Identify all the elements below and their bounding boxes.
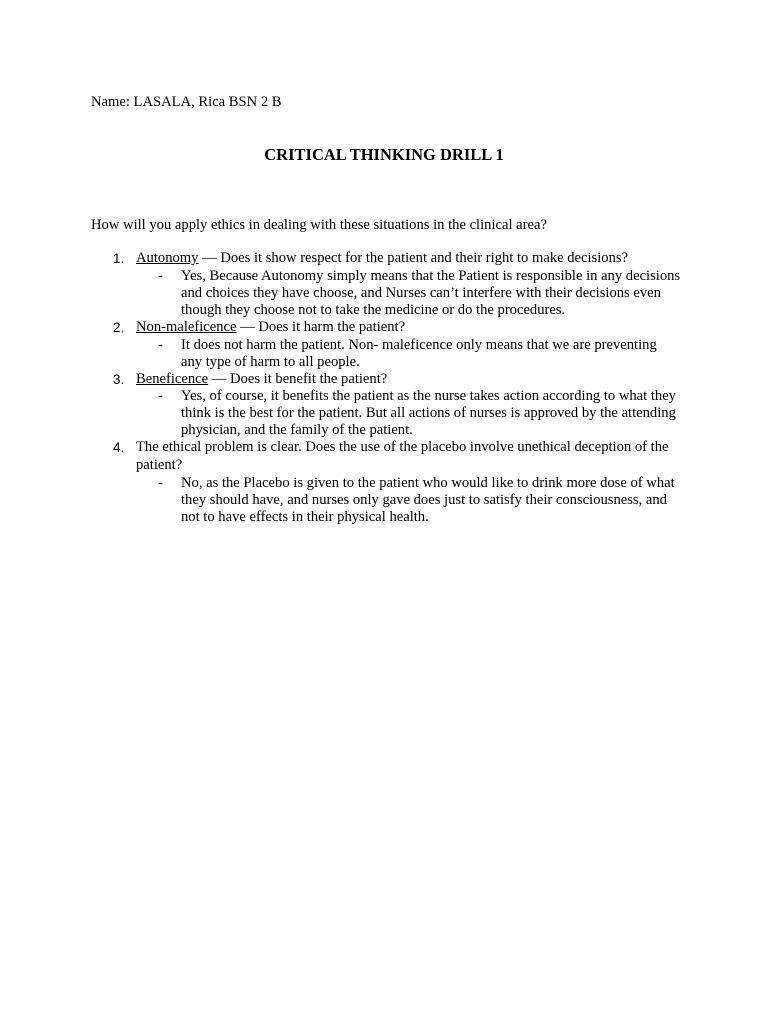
list-item-number: 4. bbox=[113, 440, 125, 456]
list-item-number: 1. bbox=[113, 251, 125, 266]
dash-bullet: - bbox=[158, 267, 163, 284]
sub-list-item bbox=[91, 337, 681, 371]
sub-list-item bbox=[91, 475, 681, 526]
principle-question: — Does it harm the patient? bbox=[236, 318, 406, 335]
list-item-text bbox=[136, 439, 681, 475]
dash-bullet: - bbox=[158, 474, 163, 491]
answer-text: It does not harm the patient. Non- maleficence only means that we are preventing any type of harm to all people. bbox=[181, 336, 657, 370]
list-item bbox=[91, 319, 681, 337]
list-item bbox=[91, 439, 681, 475]
numbered-list bbox=[91, 250, 681, 526]
list-item bbox=[91, 371, 681, 389]
answer-text: Yes, of course, it benefits the patient as the nurse takes action according to what they think is the best for the patient. But all actions of nurses is approved by the attending physician, and the family of the patient. bbox=[181, 388, 676, 439]
list-item bbox=[91, 250, 681, 268]
answer-text: Yes, Because Autonomy simply means that the Patient is responsible in any decisions and choices they have choose, and Nurses can’t interfere with their decisions even though they choose not to take the medicine or do the procedures. bbox=[181, 267, 681, 318]
principle-question: — Does it benefit the patient? bbox=[208, 370, 388, 387]
sub-list-item bbox=[91, 268, 681, 319]
list-item-text bbox=[136, 319, 681, 337]
answer-text: No, as the Placebo is given to the patient who would like to drink more dose of what they should have, and nurses only gave does just to satisfy their consciousness, and not to have effects in their physical health. bbox=[181, 474, 675, 525]
page-title: CRITICAL THINKING DRILL 1 bbox=[264, 145, 504, 164]
list-item-number: 2. bbox=[113, 319, 125, 335]
principle-keyword: Non-maleficence bbox=[136, 318, 237, 335]
list-item-text bbox=[136, 250, 681, 268]
principle-question: The ethical problem is clear. Does the use of the placebo involve unethical deception of the patient? bbox=[136, 439, 669, 474]
dash-bullet: - bbox=[158, 388, 163, 405]
main-question: How will you apply ethics in dealing with these situations in the clinical area? bbox=[91, 217, 547, 233]
principle-keyword: Beneficence bbox=[136, 370, 209, 387]
student-name-line: Name: LASALA, Rica BSN 2 B bbox=[91, 94, 282, 110]
list-item-number: 3. bbox=[113, 371, 125, 387]
sub-list-item bbox=[91, 388, 681, 439]
principle-question: — Does it show respect for the patient and their right to make decisions? bbox=[198, 250, 629, 266]
list-item-text bbox=[136, 371, 681, 389]
principle-keyword: Autonomy bbox=[136, 250, 199, 266]
dash-bullet: - bbox=[158, 336, 163, 353]
